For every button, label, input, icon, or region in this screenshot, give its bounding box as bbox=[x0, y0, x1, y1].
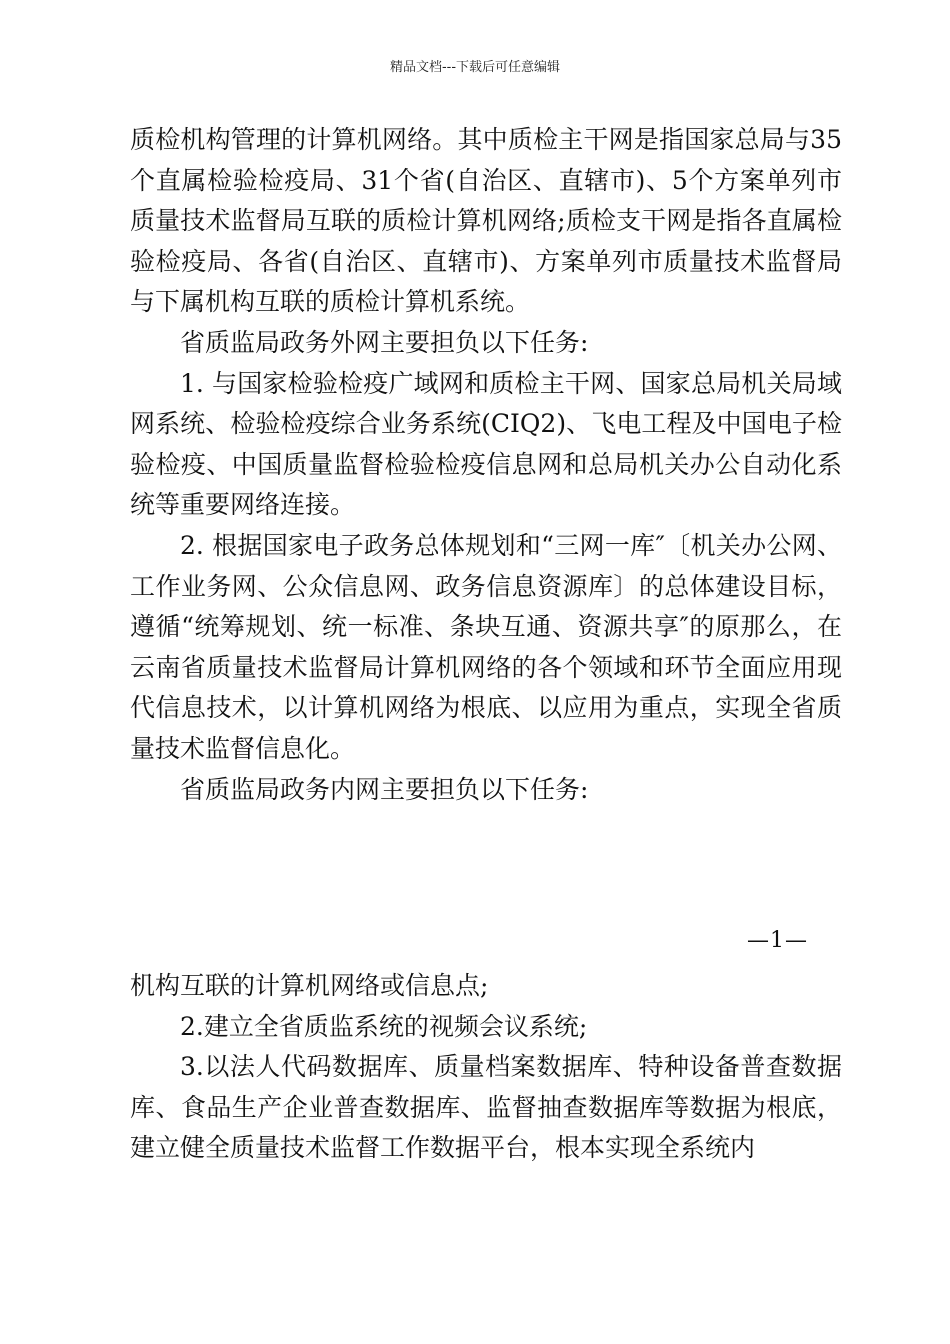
paragraph-data-platform: 3.以法人代码数据库、质量档案数据库、特种设备普查数据库、食品生产企业普查数据库、监督抽查数据库等数据为根底，建立健全质量技术监督工作数据平台，根本实现全系统内 bbox=[130, 1052, 842, 1163]
document-header: 精品文档---下载后可任意编辑 bbox=[389, 60, 561, 75]
paragraph-external-network-intro: 省质监局政务外网主要担负以下任务: bbox=[180, 327, 589, 357]
page-1-body bbox=[130, 120, 842, 810]
page-2-body bbox=[130, 966, 842, 1169]
page-number: —1— bbox=[747, 928, 808, 953]
paragraph-task-1: 1. 与国家检验检疫广域网和质检主干网、国家总局机关局域网系统、检验检疫综合业务系统(CIQ2)、飞电工程及中国电子检验检疫、中国质量监督检验检疫信息网和总局机关办公自动化系统等重要网络连接。 bbox=[130, 368, 842, 520]
paragraph-internal-network-intro: 省质监局政务内网主要担负以下任务: bbox=[180, 774, 589, 804]
paragraph-task-2: 2. 根据国家电子政务总体规划和“三网一库″〔机关办公网、工作业务网、公众信息网、政务信息资源库〕的总体建设目标，遵循“统筹规划、统一标准、条块互通、资源共享″的原那么，在云南省质量技术监督局计算机网络的各个领域和环节全面应用现代信息技术，以计算机网络为根底、以应用为重点，实现全省质量技术监督信息化。 bbox=[130, 530, 842, 763]
paragraph-continued-item: 机构互联的计算机网络或信息点; bbox=[130, 971, 489, 1000]
paragraph-network-definition: 质检机构管理的计算机网络。其中质检主干网是指国家总局与35个直属检验检疫局、31个省(自治区、直辖市)、5个方案单列市质量技术监督局互联的质检计算机网络;质检支干网是指各直属检验检疫局、各省(自治区、直辖市)、方案单列市质量技术监督局与下属机构互联的质检计算机系统。 bbox=[130, 125, 842, 317]
paragraph-video-conference: 2.建立全省质监系统的视频会议系统; bbox=[180, 1011, 588, 1041]
